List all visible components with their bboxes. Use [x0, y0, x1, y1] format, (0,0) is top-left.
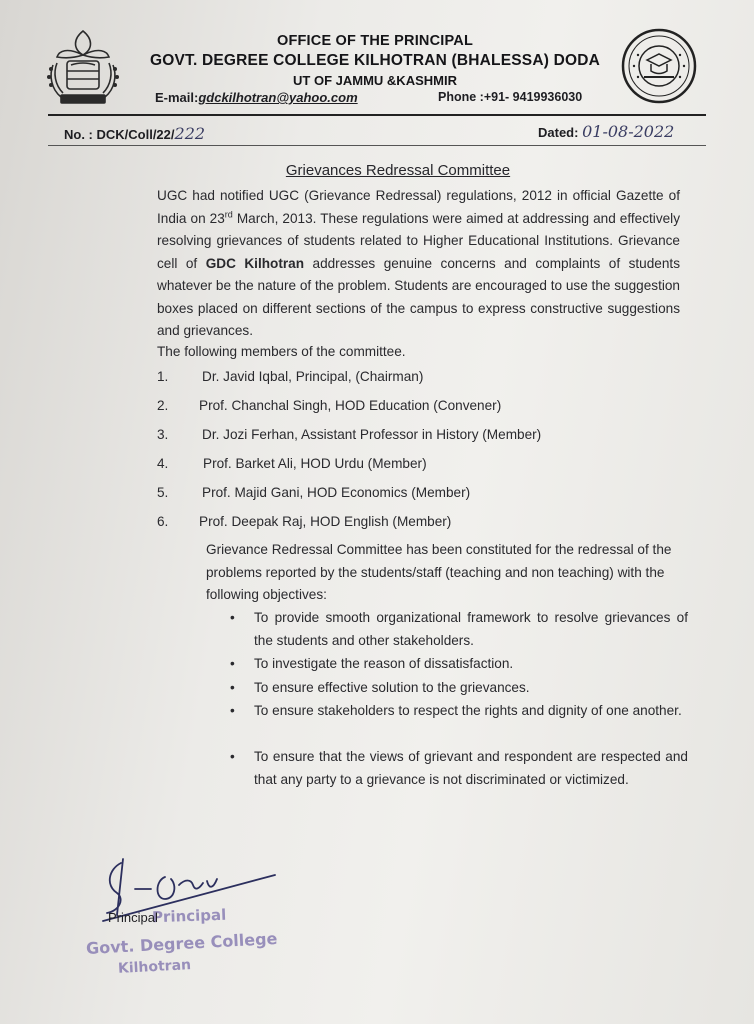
para1-part-b: March, 2013. These regulations were aimed at addressing and effectively resolving grievances of students related to Higher Educational Institutions. Grievance cell of [157, 210, 680, 271]
stamp-location: Kilhotran [117, 957, 192, 977]
header-rule [48, 114, 706, 116]
member-text: Prof. Barket Ali, HOD Urdu (Member) [203, 456, 427, 471]
para1-bold-college: GDC Kilhotran [205, 255, 305, 271]
reference-handwritten-number: 222 [174, 124, 206, 143]
para1-superscript: rd [224, 208, 233, 219]
member-number: 5. [157, 485, 169, 500]
member-text: Prof. Deepak Raj, HOD English (Member) [199, 514, 452, 529]
bullet: • [230, 656, 235, 671]
date-line [538, 122, 674, 141]
bullet: • [230, 703, 235, 718]
objective-text: To ensure that the views of grievant and respondent are respected and that any party to a grievance is not discriminated or victimized. [254, 749, 688, 787]
para1-part-c: addresses genuine concerns and complaints of students whatever be the nature of the problem. Students are encouraged to use the suggestion boxes placed on different sections of the campus to express constructive suggestions and grievances. [157, 255, 680, 338]
office-heading: OFFICE OF THE PRINCIPAL [276, 33, 474, 49]
stamp-principal: Principal [151, 905, 227, 927]
objective-text: To ensure stakeholders to respect the rights and dignity of one another. [254, 703, 682, 718]
member-number: 6. [157, 514, 169, 529]
document-title: Grievances Redressal Committee [285, 162, 511, 179]
member-number: 3. [157, 427, 169, 442]
phone-line: Phone :+91- 9419936030 [438, 90, 583, 104]
objective-text: To ensure effective solution to the grievances. [254, 680, 530, 695]
reference-label: No. : DCK/Coll/22/ [64, 127, 175, 142]
objective-text: To provide smooth organizational framework to resolve grievances of the students and other stakeholders. [254, 610, 688, 648]
objectives-intro: Grievance Redressal Committee has been constituted for the redressal of the problems reported by the students/staff (teaching and non teaching) with the following objectives: [206, 542, 672, 602]
member-text: Dr. Javid Iqbal, Principal, (Chairman) [202, 369, 424, 384]
member-number: 1. [157, 369, 169, 384]
stamp-college: Govt. Degree College [85, 929, 278, 958]
member-text: Dr. Jozi Ferhan, Assistant Professor in History (Member) [202, 427, 542, 442]
member-number: 2. [157, 398, 169, 413]
region-line: UT OF JAMMU &KASHMIR [293, 73, 457, 88]
reference-number [64, 124, 205, 143]
handwritten-date: 01-08-2022 [582, 122, 675, 141]
reference-rule [48, 145, 706, 146]
email-address[interactable]: gdckilhotran@yahoo.com [198, 90, 358, 105]
date-label: Dated: [538, 125, 579, 140]
bullet: • [230, 610, 235, 625]
para1-part-a: UGC had notified UGC (Grievance Redressal) regulations, 2012 in official Gazette of India on 23 [157, 188, 680, 226]
principal-label: Principal [108, 910, 158, 925]
email-line [155, 90, 358, 105]
bullet: • [230, 680, 235, 695]
bullet: • [230, 749, 235, 764]
objective-text: To investigate the reason of dissatisfaction. [254, 656, 514, 671]
member-number: 4. [157, 456, 169, 471]
member-text: Prof. Majid Gani, HOD Economics (Member) [202, 485, 471, 500]
intro-paragraph [157, 185, 680, 343]
member-text: Prof. Chanchal Singh, HOD Education (Convener) [199, 398, 502, 413]
college-seal-logo [620, 27, 698, 105]
jk-emblem-logo [43, 25, 123, 109]
college-name: GOVT. DEGREE COLLEGE KILHOTRAN (BHALESSA) DODA [149, 52, 601, 69]
members-intro: The following members of the committee. [157, 344, 406, 359]
email-label: E-mail: [155, 90, 199, 105]
